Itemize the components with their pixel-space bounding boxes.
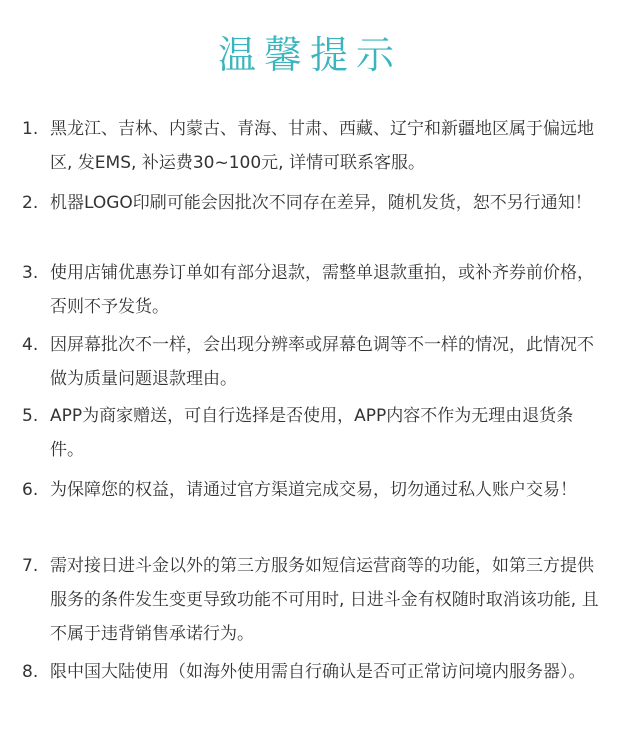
notice-number: 1. [22, 119, 39, 139]
notice-text: 黑龙江、吉林、内蒙古、青海、甘肃、西藏、辽宁和新疆地区属于偏远地区, 发EMS, 补运费30~100元, 详情可联系客服。 [50, 119, 594, 173]
notice-item-3 [22, 256, 607, 324]
notice-item-2 [22, 186, 607, 220]
notice-item-6 [22, 473, 607, 507]
notice-number: 3. [22, 263, 39, 283]
notice-item-8 [22, 655, 607, 689]
notice-text: 使用店铺优惠券订单如有部分退款，需整单退款重拍，或补齐券前价格，否则不予发货。 [50, 263, 594, 317]
notice-number: 5. [22, 406, 39, 426]
notice-item-1 [22, 112, 607, 180]
notice-text: 机器LOGO印刷可能会因批次不同存在差异，随机发货，恕不另行通知！ [50, 193, 592, 213]
notice-number: 6. [22, 480, 39, 500]
notice-text: 为保障您的权益，请通过官方渠道完成交易，切勿通过私人账户交易！ [50, 480, 577, 500]
notice-text: 需对接日进斗金以外的第三方服务如短信运营商等的功能，如第三方提供服务的条件发生变更导致功能不可用时, 日进斗金有权随时取消该功能, 且不属于违背销售承诺行为。 [50, 556, 599, 644]
notice-number: 8. [22, 662, 39, 682]
notice-text: 因屏幕批次不一样，会出现分辨率或屏幕色调等不一样的情况，此情况不做为质量问题退款理由。 [50, 335, 594, 389]
notice-text: 限中国大陆使用（如海外使用需自行确认是否可正常访问境内服务器）。 [50, 662, 586, 682]
page-title: 温馨提示 [217, 33, 402, 77]
notice-number: 7. [22, 556, 39, 576]
notice-item-5 [22, 399, 607, 467]
notice-text: APP为商家赠送，可自行选择是否使用，APP内容不作为无理由退货条件。 [50, 406, 574, 460]
notice-item-7 [22, 549, 607, 651]
notice-number: 4. [22, 335, 39, 355]
notice-item-4 [22, 328, 607, 396]
notice-number: 2. [22, 193, 39, 213]
